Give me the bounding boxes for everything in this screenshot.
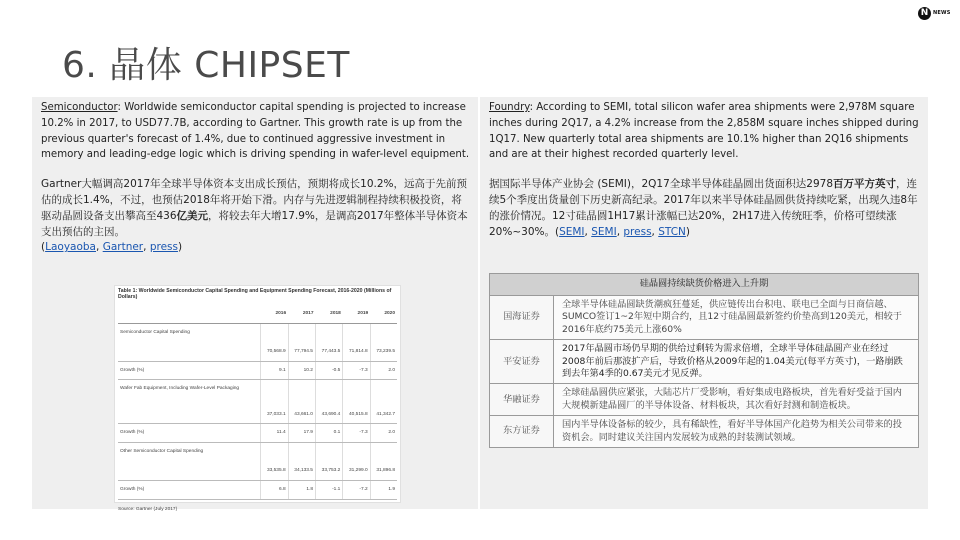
table-cell: 43,661.0 bbox=[288, 380, 315, 424]
foundry-en-text: : According to SEMI, total silicon wafer area shipments were 2,978M square inches during 2Q17, a 4.2% increase from the 2,858M square inches shipped during 1Q17. New quarterly total area shipments are 10.1% higher than 2Q16 shipments and are at their highest recorded quarterly level. bbox=[489, 102, 919, 161]
table-cell: Wafer Fab Equipment, Including Wafer-Level Packaging bbox=[118, 380, 261, 424]
table-cell: Growth (%) bbox=[118, 361, 261, 380]
table-cell: 34,133.5 bbox=[288, 443, 315, 481]
foundry-label: Foundry bbox=[489, 102, 530, 113]
page-title: 6. 晶体 CHIPSET bbox=[62, 45, 350, 86]
table-cell: 33,753.2 bbox=[315, 443, 342, 481]
foundry-cn-text-a: 据国际半导体产业协会 (SEMI)，2Q17全球半导体硅晶圆出货面积达2978 bbox=[489, 178, 834, 191]
figure-col-header: 2018 bbox=[315, 305, 342, 323]
table-cell: Growth (%) bbox=[118, 481, 261, 500]
table-cell: -0.5 bbox=[315, 361, 342, 380]
semiconductor-label: Semiconductor bbox=[41, 102, 118, 113]
table-row bbox=[118, 323, 397, 361]
link-sep: , bbox=[143, 241, 150, 254]
table-cell: -7.3 bbox=[343, 361, 370, 380]
table-cell: 77,794.5 bbox=[288, 323, 315, 361]
figure-col-header: 2019 bbox=[343, 305, 370, 323]
table-cell: 2.0 bbox=[370, 424, 397, 443]
foundry-en-paragraph bbox=[489, 100, 920, 163]
gartner-forecast-figure bbox=[114, 285, 401, 512]
semiconductor-cn-bold: 亿美元 bbox=[176, 209, 209, 222]
table-cell: 10.2 bbox=[288, 361, 315, 380]
broker-view: 全球硅晶圆供应紧张，大陆芯片厂受影响，看好集成电路板块，首先看好受益于国内大规模新建晶圆厂的半导体设备、材料板块，其次看好封测和制造板块。 bbox=[554, 384, 919, 416]
table-cell: -7.3 bbox=[343, 424, 370, 443]
table-cell: 70,568.9 bbox=[261, 323, 288, 361]
table-cell: Other Semiconductor Capital Spending bbox=[118, 443, 261, 481]
figure-col-header: 2017 bbox=[288, 305, 315, 323]
foundry-cn-bold: 百万平方英寸 bbox=[833, 178, 897, 191]
link-semi-2[interactable]: SEMI bbox=[591, 225, 617, 238]
semiconductor-cn-text-a: Gartner大幅调高2017年全球半导体资本支出成长预估，预期将成长10.2%，远高于先前预估的成长1.4%，不过，也预估2018年将开始下滑。内存与先进逻辑制程持续积极投资，将驱动晶圆设备支出攀高至436 bbox=[41, 178, 468, 222]
semiconductor-cn-paragraph bbox=[41, 177, 470, 256]
foundry-cn-paragraph bbox=[489, 177, 920, 240]
link-sep: , bbox=[584, 225, 592, 238]
link-sep: , bbox=[651, 225, 659, 238]
link-laoyaoba[interactable]: Laoyaoba bbox=[45, 241, 96, 254]
link-gartner[interactable]: Gartner bbox=[102, 241, 144, 254]
table-row bbox=[118, 380, 397, 424]
table-row bbox=[490, 416, 919, 448]
broker-view: 2017年晶圆市场仍早期的供给过剩转为需求倍增，全球半导体硅晶圆产业在经过2008年前后那波扩产后，导致价格从2009年起的1.04美元(每平方英寸)，一路崩跌到去年第4季的0.67美元才见反弹。 bbox=[554, 340, 919, 384]
link-stcn[interactable]: STCN bbox=[658, 225, 686, 238]
table-cell: 31,299.0 bbox=[343, 443, 370, 481]
link-press[interactable]: press bbox=[149, 241, 178, 254]
table-row bbox=[118, 361, 397, 380]
news-logo bbox=[918, 6, 958, 20]
figure-title: Table 1: Worldwide Semiconductor Capital Spending and Equipment Spending Forecast, 2016-2020 (Millions of Dollars) bbox=[118, 288, 392, 301]
link-sep: , bbox=[616, 225, 624, 238]
link-sep: , bbox=[96, 241, 103, 254]
foundry-cn-text-b: ，连续5个季度出货量创下历史新高纪录。2017年以来半导体硅晶圆供货持续吃紧，出现久违8年的涨价情况。12寸硅晶圆1H17累计涨幅已达20%，2H17进入传统旺季，价格可望续涨20%~30%。( bbox=[489, 178, 918, 238]
broker-view: 国内半导体设备标的较少，具有稀缺性，看好半导体国产化趋势为相关公司带来的投资机会。同时建议关注国内发展较为成熟的封装测试领域。 bbox=[554, 416, 919, 448]
table-cell: 6.8 bbox=[261, 481, 288, 500]
table-cell: 33,535.8 bbox=[261, 443, 288, 481]
wafer-table-header-row bbox=[490, 274, 919, 296]
broker-view: 全球半导体硅晶圆缺货潮疯狂蔓延，供应链传出台积电、联电已全面与日商信越、SUMCO签订1~2年短中期合约，且12寸硅晶圆最新签约价垫高到120美元，相较于2016年底约75美元上涨60% bbox=[554, 296, 919, 340]
table-cell: 17.9 bbox=[288, 424, 315, 443]
table-cell: 40,515.8 bbox=[343, 380, 370, 424]
table-cell: 1.9 bbox=[370, 481, 397, 500]
table-cell: -7.2 bbox=[343, 481, 370, 500]
broker-name: 平安证券 bbox=[490, 340, 554, 384]
table-row bbox=[118, 443, 397, 481]
logo-text: NEWS bbox=[933, 10, 951, 16]
table-row bbox=[118, 481, 397, 500]
table-cell: 1.8 bbox=[288, 481, 315, 500]
table-cell: 43,690.4 bbox=[315, 380, 342, 424]
figure-col-header bbox=[118, 305, 261, 323]
figure-col-header: 2020 bbox=[370, 305, 397, 323]
table-cell: 41,342.7 bbox=[370, 380, 397, 424]
foundry-panel bbox=[480, 97, 928, 509]
broker-name: 国海证券 bbox=[490, 296, 554, 340]
table-cell: 2.0 bbox=[370, 361, 397, 380]
figure-header-row bbox=[118, 305, 397, 323]
gartner-forecast-table bbox=[118, 305, 397, 500]
semiconductor-en-paragraph bbox=[41, 100, 470, 163]
paren-close: ) bbox=[685, 225, 690, 238]
table-cell: Semiconductor Capital Spending bbox=[118, 323, 261, 361]
table-cell: Growth (%) bbox=[118, 424, 261, 443]
table-cell: 31,896.8 bbox=[370, 443, 397, 481]
bolt-icon: N bbox=[918, 7, 931, 20]
table-cell: 77,443.5 bbox=[315, 323, 342, 361]
table-cell: 37,033.1 bbox=[261, 380, 288, 424]
figure-col-header: 2016 bbox=[261, 305, 288, 323]
table-cell: 11.4 bbox=[261, 424, 288, 443]
broker-name: 华融证券 bbox=[490, 384, 554, 416]
table-cell: 71,814.8 bbox=[343, 323, 370, 361]
table-row bbox=[118, 424, 397, 443]
figure-source: Source: Gartner (July 2017) bbox=[118, 507, 178, 512]
table-cell: -1.1 bbox=[315, 481, 342, 500]
link-semi[interactable]: SEMI bbox=[559, 225, 585, 238]
semiconductor-cn-text-b: ，将较去年大增17.9%，是调高2017年整体半导体资本支出预估的主因。 bbox=[41, 209, 468, 238]
table-row bbox=[490, 384, 919, 416]
table-cell: 9.1 bbox=[261, 361, 288, 380]
semiconductor-en-text: : Worldwide semiconductor capital spending is projected to increase 10.2% in 2017, to USD77.7B, according to Gartner. This growth rate is up from the previous quarter's forecast of 1.4%, due to continued aggressive investment in memory and leading-edge logic which is driving spending in wafer-level equipment. bbox=[41, 102, 470, 161]
paren-open: ( bbox=[41, 241, 46, 254]
link-press[interactable]: press bbox=[623, 225, 652, 238]
semiconductor-panel bbox=[32, 97, 478, 512]
wafer-price-table bbox=[489, 273, 919, 448]
table-cell: 0.1 bbox=[315, 424, 342, 443]
table-row bbox=[490, 296, 919, 340]
paren-close: ) bbox=[177, 241, 183, 254]
wafer-table-header: 硅晶圆持续缺货价格进入上升期 bbox=[490, 274, 919, 296]
table-row bbox=[490, 340, 919, 384]
table-cell: 73,239.5 bbox=[370, 323, 397, 361]
broker-name: 东方证券 bbox=[490, 416, 554, 448]
